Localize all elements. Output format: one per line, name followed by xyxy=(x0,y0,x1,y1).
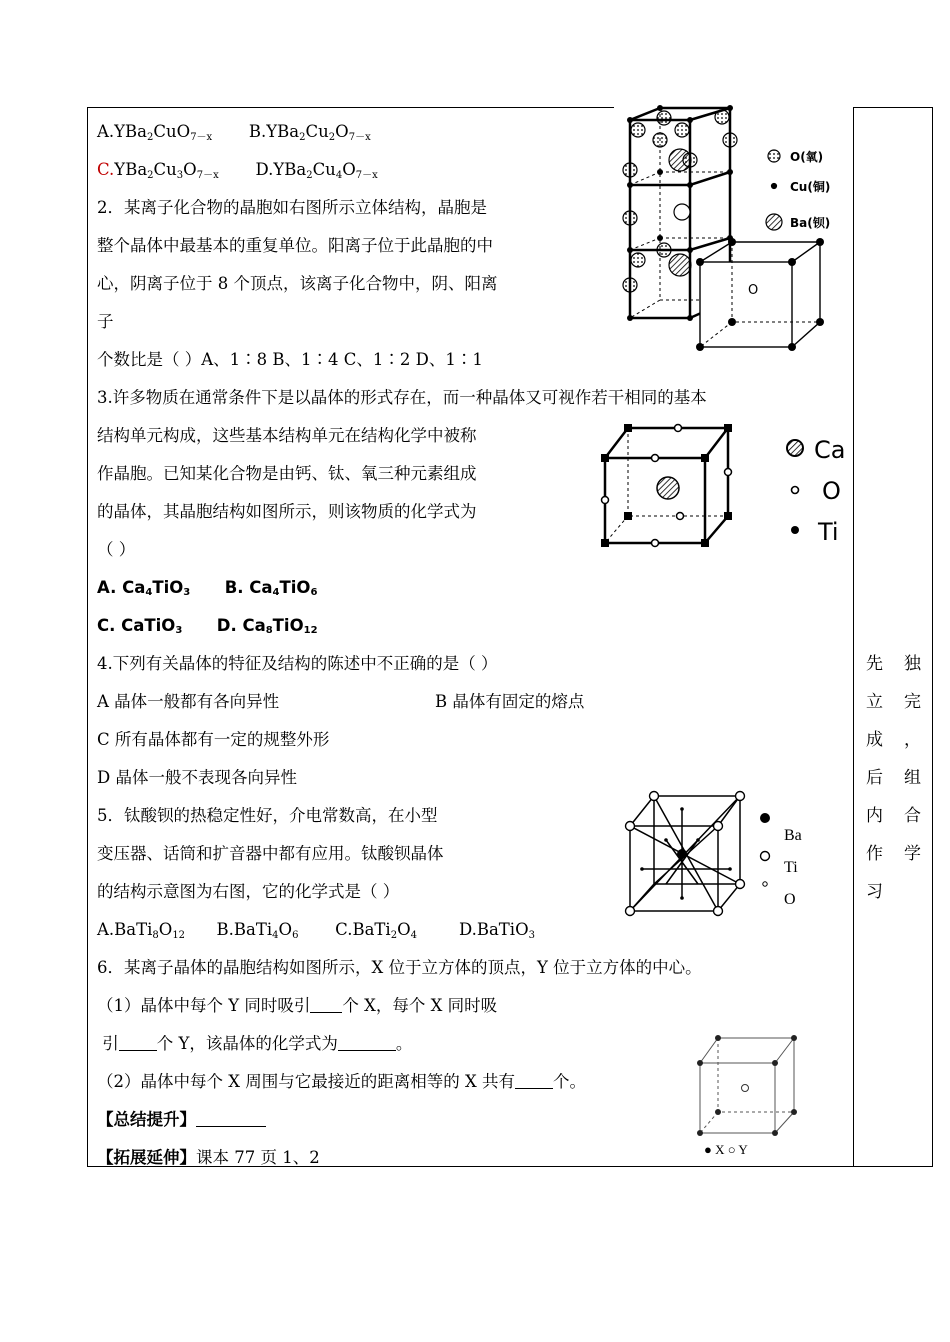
q6-part1-line2: 引 个 Y，该晶体的化学式为 。 xyxy=(102,1034,413,1053)
q3-line2: 结构单元构成，这些基本结构单元在结构化学中被称 xyxy=(97,426,477,445)
extend-row: 【拓展延伸】课本 77 页 1、2 xyxy=(97,1148,320,1167)
q4-option-c: C 所有晶体都有一定的规整外形 xyxy=(97,730,330,749)
q5-line1: 5．钛酸钡的热稳定性好，介电常数高，在小型 xyxy=(97,806,438,825)
answer-blank-1[interactable] xyxy=(310,996,342,1013)
q2-line5: 个数比是（ ）A、1∶8 B、1∶4 C、1∶2 D、1∶1 xyxy=(97,350,483,369)
q4-option-a: A 晶体一般都有各向异性 xyxy=(97,692,280,711)
q3-options-row2: C. CaTiO3 D. Ca8TiO12 xyxy=(97,616,318,636)
xy-legend: ● X ○ Y xyxy=(704,1142,748,1157)
legend-ba-label: Ba xyxy=(784,827,802,844)
q4-stem: 4.下列有关晶体的特征及结构的陈述中不正确的是（ ） xyxy=(97,654,498,673)
q3-options-row1: A. Ca4TiO3 B. Ca4TiO6 xyxy=(97,578,318,598)
column-divider xyxy=(853,107,854,1167)
q4-option-d: D 晶体一般不表现各向异性 xyxy=(97,768,297,787)
side-note-col2: 独 完 ， 组 合 学 xyxy=(904,654,921,864)
q3-line1: 3.许多物质在通常条件下是以晶体的形式存在，而一种晶体又可视作若干相同的基本 xyxy=(97,388,707,407)
legend-barium: Ba(钡) xyxy=(790,216,831,230)
calcium-titanate-unit-cell-figure xyxy=(600,418,848,553)
q2-line1: 2．某离子化合物的晶胞如右图所示立体结构，晶胞是 xyxy=(97,198,487,217)
q3-line5: （ ） xyxy=(97,540,136,559)
legend-ti: Ti xyxy=(818,518,839,546)
q1-options-row2: $C.YBa_2Cu_3O_{7-x}$ $D.YBa_2Cu_4O_{7-x}$ xyxy=(97,160,378,181)
xy-ionic-crystal-cell-figure xyxy=(690,1028,830,1160)
q5-options: $A.BaTi_8O_{12}$ $B.BaTi_4O_6$ $C.BaTi_2O_4$ D.BaTiO$_3$ xyxy=(97,920,535,941)
answer-blank-4[interactable] xyxy=(515,1072,553,1089)
q6-line1: 6．某离子晶体的晶胞结构如图所示，X 位于立方体的顶点，Y 位于立方体的中心。 xyxy=(97,958,702,977)
q2-line4: 子 xyxy=(97,312,114,331)
summary-row: 【总结提升】 xyxy=(97,1110,266,1130)
q3-line3: 作晶胞。已知某化合物是由钙、钛、氧三种元素组成 xyxy=(97,464,477,483)
legend-oxygen: O(氧) xyxy=(790,150,824,164)
barium-titanate-structure-figure xyxy=(622,784,822,924)
q1-options-row1: A.YBa$_2$CuO$_{7-x}$ $B.YBa_2Cu_2O_{7-x}$ xyxy=(97,122,371,143)
legend-copper: Cu(铜) xyxy=(790,180,831,194)
legend-ca: Ca xyxy=(814,436,846,464)
q2-line3: 心，阴离子位于 8 个顶点，该离子化合物中，阴、阳离 xyxy=(97,274,498,293)
q6-part1-line1: （1）晶体中每个 Y 同时吸引 个 X，每个 X 同时吸 xyxy=(97,996,498,1015)
side-note-col1: 先 立 成 后 内 作 习 xyxy=(866,654,883,902)
summary-blank[interactable] xyxy=(196,1110,266,1127)
q5-line2: 变压器、话筒和扩音器中都有应用。钛酸钡晶体 xyxy=(97,844,444,863)
q3-line4: 的晶体，其晶胞结构如图所示，则该物质的化学式为 xyxy=(97,502,477,521)
ionic-compound-unit-cell-figure xyxy=(690,232,840,357)
q6-part2: （2）晶体中每个 X 周围与它最接近的距离相等的 X 共有 个。 xyxy=(97,1072,586,1091)
legend-o-label: O xyxy=(784,891,796,908)
legend-o: O xyxy=(822,477,841,505)
answer-blank-3[interactable] xyxy=(338,1034,396,1051)
legend-ti-label: Ti xyxy=(784,859,798,876)
q4-option-b: B 晶体有固定的熔点 xyxy=(435,692,585,711)
cell-center-label: O xyxy=(748,283,759,298)
answer-blank-2[interactable] xyxy=(119,1034,157,1051)
q5-line3: 的结构示意图为右图，它的化学式是（ ） xyxy=(97,882,400,901)
q2-line2: 整个晶体中最基本的重复单位。阳离子位于此晶胞的中 xyxy=(97,236,493,255)
